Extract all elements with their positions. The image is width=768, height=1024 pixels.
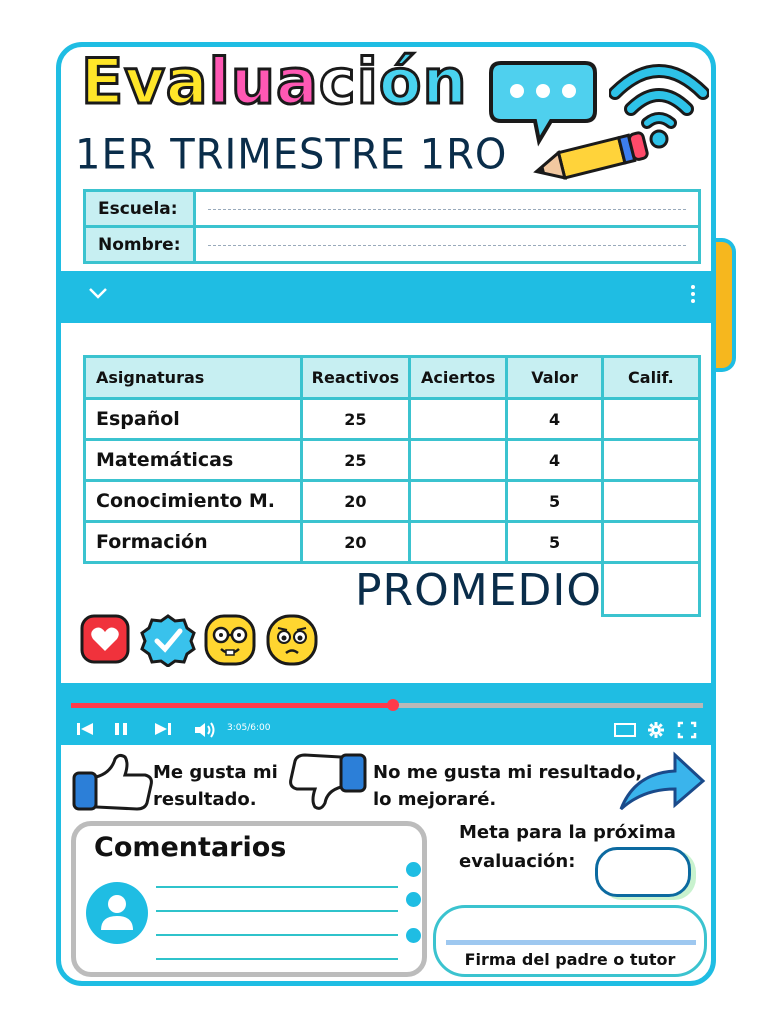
school-label: Escuela:: [85, 191, 195, 227]
dislike-text: [373, 759, 642, 813]
like-line-1: Me gusta mi: [153, 762, 278, 783]
header-aciertos: Aciertos: [409, 357, 507, 399]
goal-field[interactable]: [595, 847, 691, 897]
aciertos-cell[interactable]: [409, 481, 507, 522]
pencil-icon: [531, 129, 651, 189]
calif-cell[interactable]: [602, 399, 699, 440]
next-icon[interactable]: [153, 721, 173, 737]
thumbs-down-icon[interactable]: [287, 751, 371, 813]
heart-icon[interactable]: [79, 613, 131, 669]
subject-cell: Conocimiento M.: [85, 481, 302, 522]
header-reactivos: Reactivos: [302, 357, 410, 399]
check-icon[interactable]: [139, 613, 197, 671]
table-row: [85, 522, 700, 563]
nerd-face-icon[interactable]: [203, 613, 257, 671]
name-label: Nombre:: [85, 227, 195, 263]
previous-icon[interactable]: [75, 721, 95, 737]
video-top-bar: [61, 271, 711, 323]
comment-line: [156, 958, 398, 960]
aciertos-cell[interactable]: [409, 399, 507, 440]
comment-dot: [406, 862, 421, 877]
reactivos-cell: 25: [302, 399, 410, 440]
comment-dot: [406, 928, 421, 943]
reactivos-cell: 20: [302, 481, 410, 522]
subject-cell: Matemáticas: [85, 440, 302, 481]
reactivos-cell: 25: [302, 440, 410, 481]
comment-line: [156, 934, 398, 936]
like-text: [153, 759, 278, 813]
valor-cell: 4: [507, 440, 602, 481]
fullscreen-icon[interactable]: [677, 721, 697, 739]
header-asignaturas: Asignaturas: [85, 357, 302, 399]
table-row: [85, 440, 700, 481]
aciertos-cell[interactable]: [409, 522, 507, 563]
video-player-bar: [61, 683, 711, 745]
more-vertical-icon[interactable]: [691, 285, 697, 306]
comment-line: [156, 910, 398, 912]
worried-face-icon[interactable]: [265, 613, 319, 671]
subject-cell: Formación: [85, 522, 302, 563]
goal-line-1: Meta para la próxima: [459, 822, 676, 843]
page-subtitle: 1ER TRIMESTRE 1RO: [75, 130, 508, 180]
valor-cell: 5: [507, 481, 602, 522]
time-readout: 3:05/6:00: [227, 723, 271, 733]
valor-cell: 4: [507, 399, 602, 440]
comment-dot: [406, 892, 421, 907]
title-part-1: Eva: [81, 45, 209, 118]
table-row: [85, 399, 700, 440]
chevron-down-icon[interactable]: [87, 285, 109, 301]
calif-cell[interactable]: [602, 440, 699, 481]
name-field[interactable]: [195, 227, 700, 263]
calif-cell[interactable]: [602, 481, 699, 522]
theater-mode-icon[interactable]: [613, 721, 637, 739]
progress-fill: [71, 703, 393, 708]
pause-icon[interactable]: [113, 721, 129, 737]
volume-icon[interactable]: [193, 721, 217, 739]
comments-box[interactable]: [71, 821, 427, 977]
promedio-field[interactable]: [601, 563, 701, 617]
gear-icon[interactable]: [647, 721, 665, 739]
signature-box[interactable]: [433, 905, 707, 977]
page-title: [81, 45, 468, 118]
table-row: [85, 481, 700, 522]
school-field[interactable]: [195, 191, 700, 227]
like-line-2: resultado.: [153, 789, 257, 810]
valor-cell: 5: [507, 522, 602, 563]
progress-bar[interactable]: [71, 703, 703, 708]
signature-line: [446, 940, 696, 945]
student-info-table: [83, 189, 701, 264]
grades-table: [83, 355, 701, 564]
evaluation-sheet: [56, 42, 716, 986]
comments-title: Comentarios: [94, 832, 287, 863]
aciertos-cell[interactable]: [409, 440, 507, 481]
calif-cell[interactable]: [602, 522, 699, 563]
share-arrow-icon[interactable]: [617, 751, 707, 813]
promedio-label: PROMEDIO: [355, 565, 602, 616]
dislike-line-2: lo mejoraré.: [373, 789, 497, 810]
progress-handle[interactable]: [387, 699, 399, 711]
signature-label: Firma del padre o tutor: [464, 950, 676, 969]
reactivos-cell: 20: [302, 522, 410, 563]
subject-cell: Español: [85, 399, 302, 440]
goal-line-2: evaluación:: [459, 850, 576, 872]
comment-line: [156, 886, 398, 888]
header-valor: Valor: [507, 357, 602, 399]
title-part-2: lua: [208, 45, 319, 118]
title-part-4: ón: [378, 45, 468, 118]
header-calif: Calif.: [602, 357, 699, 399]
thumbs-up-icon[interactable]: [71, 751, 155, 813]
title-part-3: ci: [318, 45, 379, 118]
dislike-line-1: No me gusta mi resultado,: [373, 762, 643, 783]
user-avatar-icon: [84, 880, 150, 946]
